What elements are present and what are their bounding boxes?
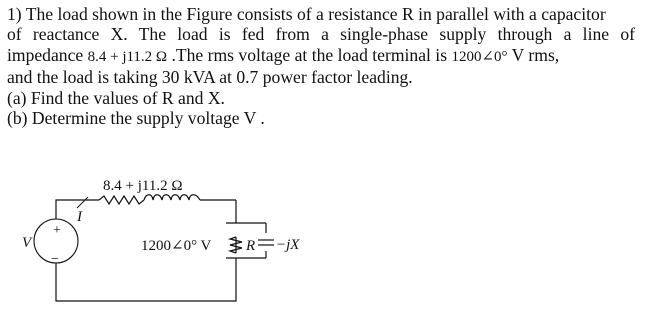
load-capacitor	[258, 240, 274, 245]
voltage-source	[22, 219, 78, 267]
current-indicator	[76, 197, 88, 225]
part-b: (b) Determine the supply voltage V .	[7, 108, 265, 129]
impedance-prefix: impedance	[7, 44, 84, 65]
voltage-sentence: .The rms voltage at the load terminal is	[171, 44, 448, 65]
line-impedance-value: 8.4 + j11.2 Ω	[87, 48, 168, 65]
problem-line-1: 1) The load shown in the Figure consists of a resistance R in parallel with a capacitor	[7, 4, 606, 24]
problem-line-2: of reactance X. The load is fed from a single-phase supply through a line of	[7, 24, 635, 45]
part-a: (a) Find the values of R and X.	[7, 87, 225, 108]
line-impedance	[99, 178, 200, 204]
line-inductor-symbol	[144, 195, 200, 200]
source-plus-sign: +	[53, 223, 61, 238]
resistor-label: R	[246, 238, 256, 254]
load-voltage-value: 1200∠0°	[451, 48, 508, 65]
source-label: V	[22, 235, 32, 251]
problem-line-4: and the load is taking 30 kVA at 0.7 power factor leading.	[7, 67, 413, 88]
line-resistor-symbol	[99, 196, 144, 204]
load-voltage-label: 1200∠0° V	[141, 238, 212, 254]
source-minus-sign: −	[51, 252, 59, 267]
voltage-unit: V rms,	[511, 44, 560, 65]
current-label: I	[77, 209, 82, 225]
load-resistor	[230, 237, 255, 254]
line-impedance-label: 8.4 + j11.2 Ω	[103, 178, 183, 194]
capacitor-label: −jX	[276, 237, 300, 253]
